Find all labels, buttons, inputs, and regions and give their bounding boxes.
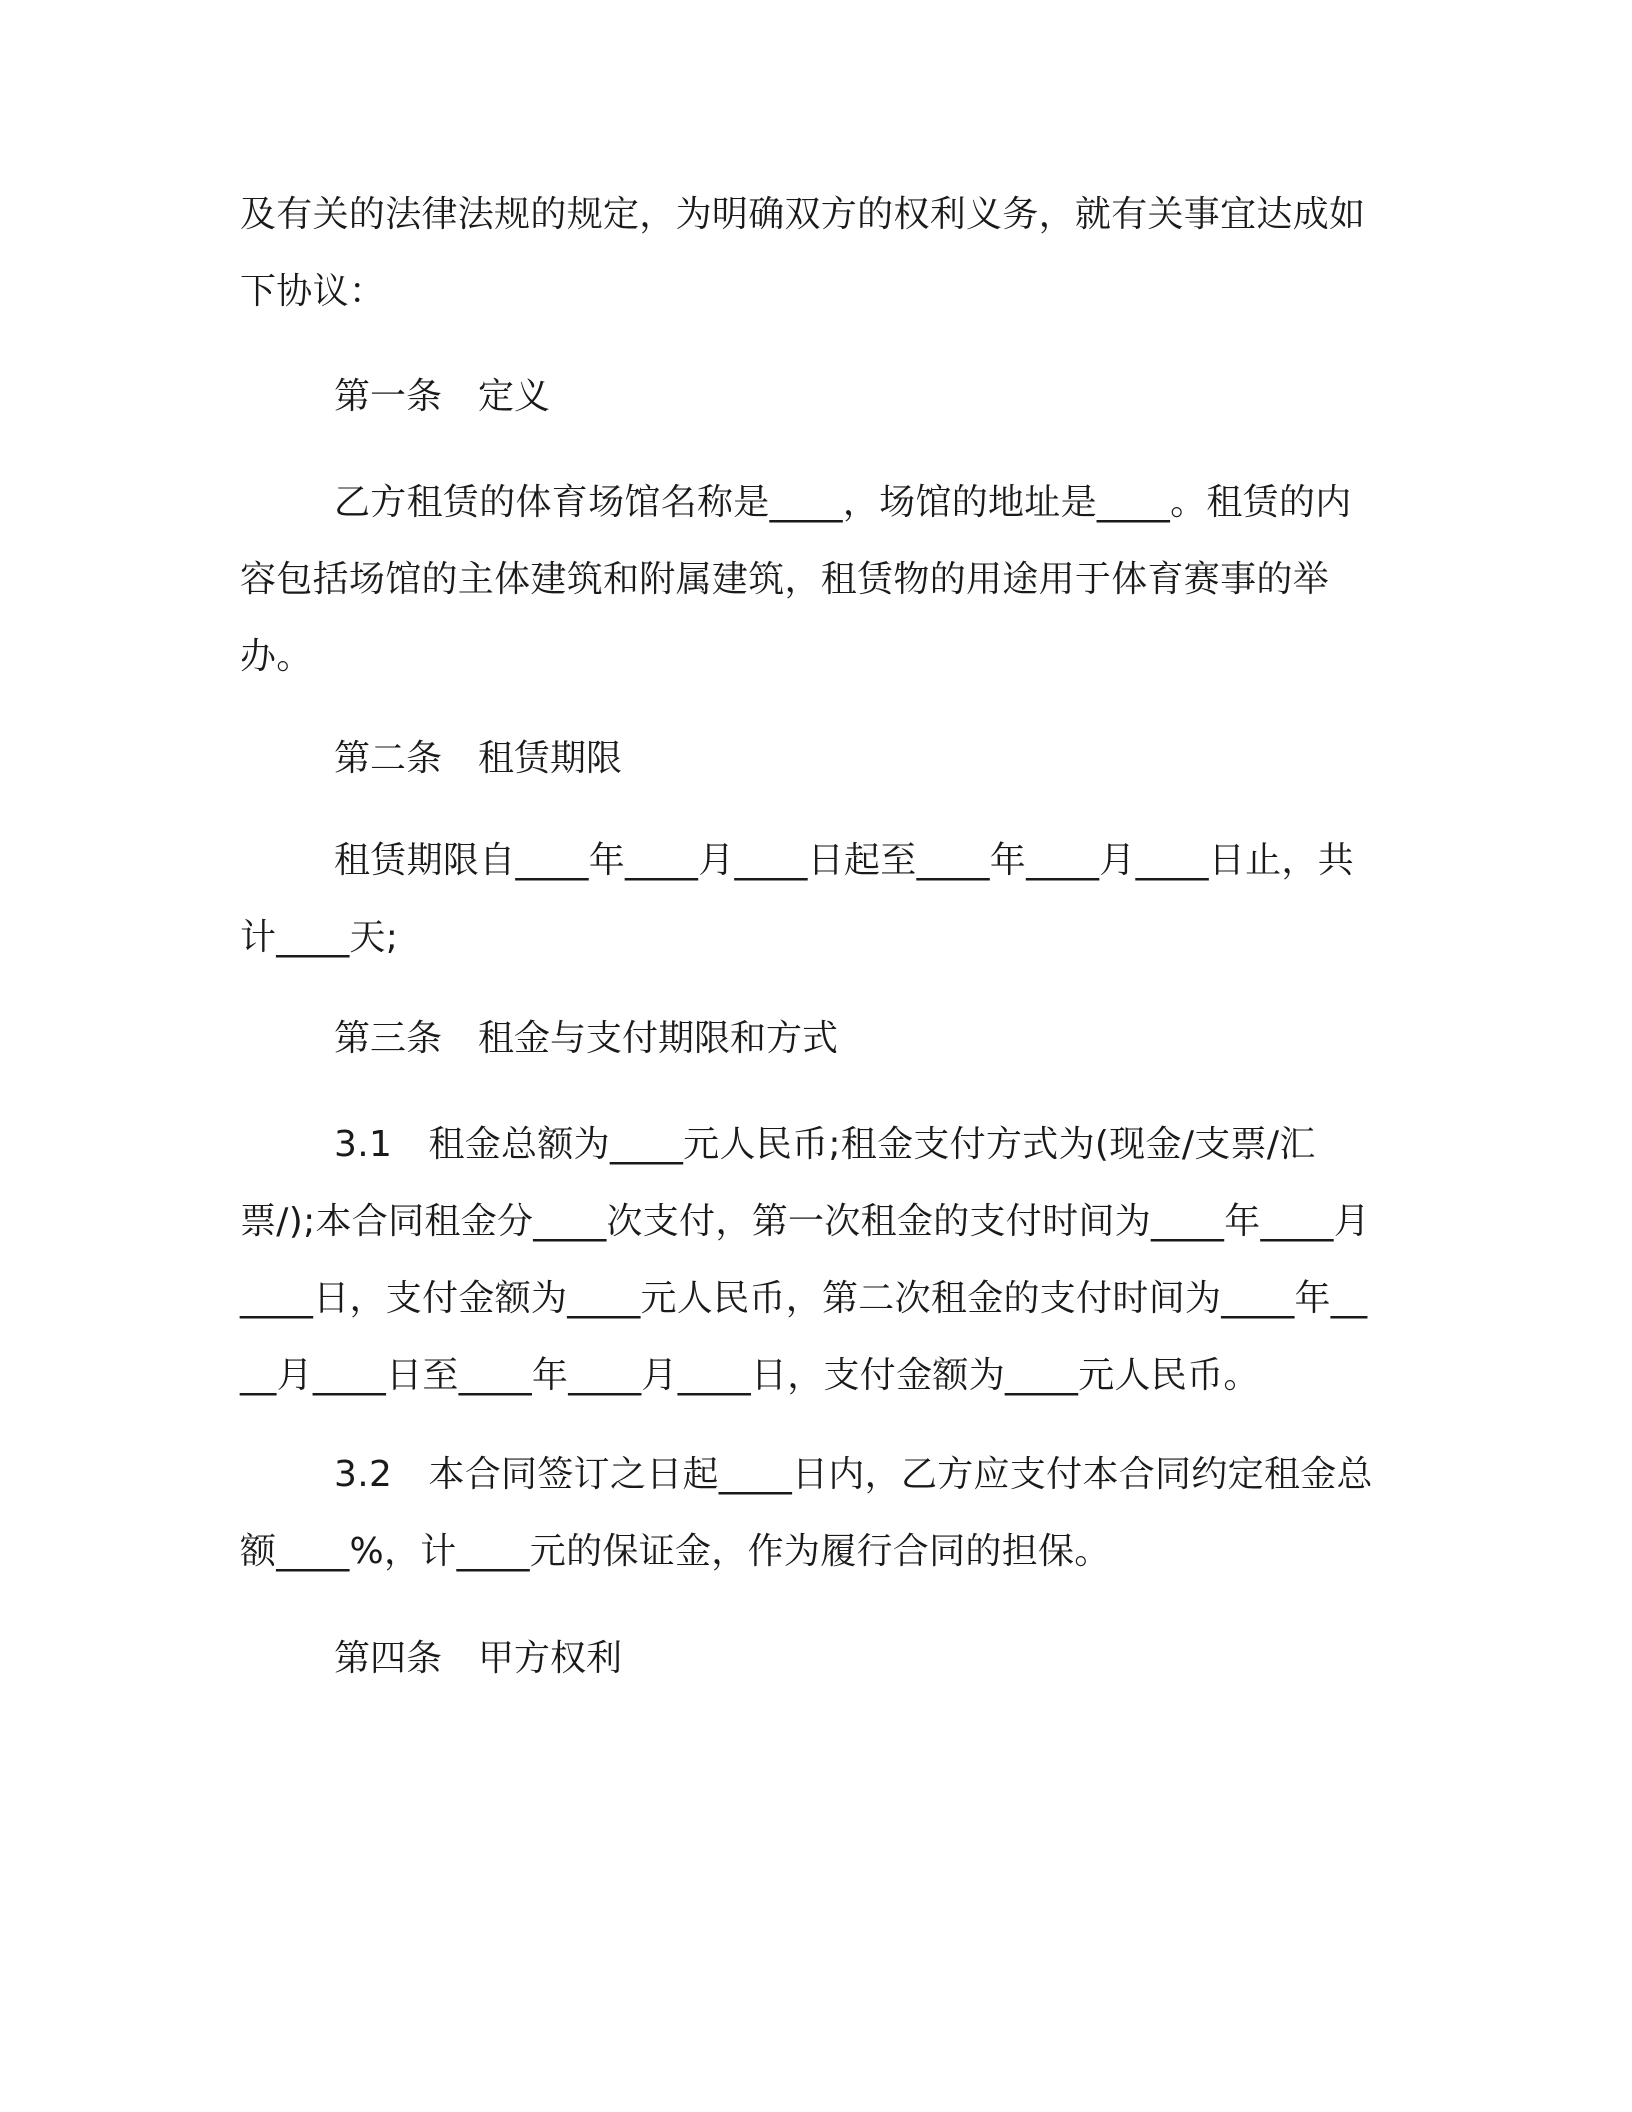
article-1-heading: 第一条 定义 [334, 376, 551, 417]
article-3-clause-2: 3.2 本合同签订之日起____日内，乙方应支付本合同约定租金总额____%，计____元的保证金，作为履行合同的担保。 [240, 1454, 1373, 1572]
article-2-heading: 第二条 租赁期限 [334, 738, 623, 779]
article-4-heading: 第四条 甲方权利 [334, 1638, 623, 1679]
article-3-heading: 第三条 租金与支付期限和方式 [334, 1018, 839, 1059]
article-2-body: 租赁期限自____年____月____日起至____年____月____日止，共计____天; [240, 840, 1354, 958]
article-3-clause-1: 3.1 租金总额为____元人民币;租金支付方式为(现金/支票/汇票/);本合同租金分____次支付，第一次租金的支付时间为____年____月____日，支付金额为____元人民币，第二次租金的支付时间为____年____月____日至____年____月____日，支付金额为____元人民币。 [240, 1124, 1371, 1396]
article-1-body: 乙方租赁的体育场馆名称是____，场馆的地址是____。租赁的内容包括场馆的主体建筑和附属建筑，租赁物的用途用于体育赛事的举办。 [240, 482, 1352, 677]
intro-paragraph: 及有关的法律法规的规定，为明确双方的权利义务，就有关事宜达成如下协议： [240, 194, 1366, 312]
